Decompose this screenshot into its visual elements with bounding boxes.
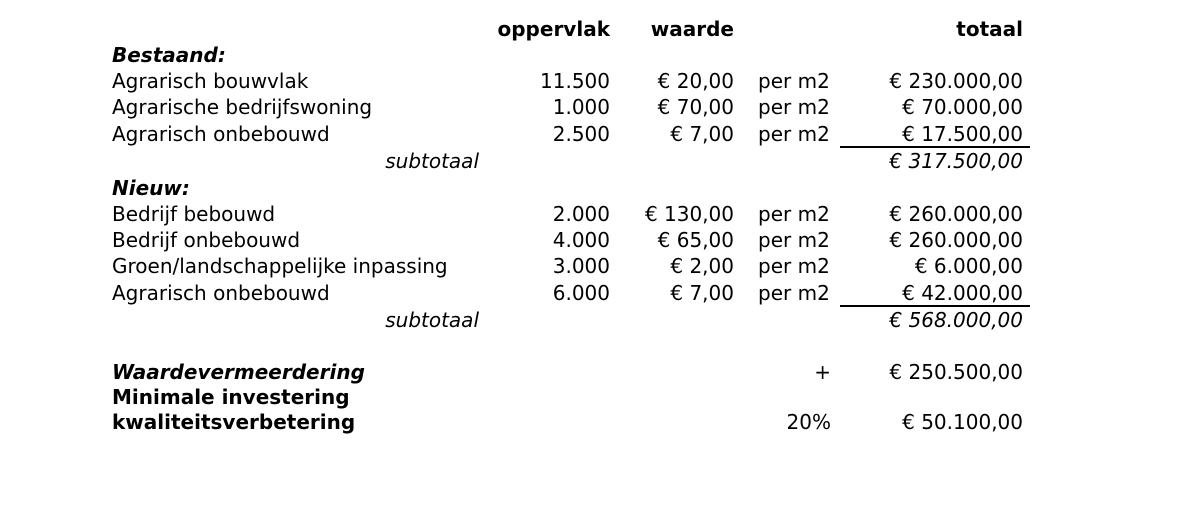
row-unit: per m2 <box>758 254 830 278</box>
section-title-new: Nieuw: <box>112 176 190 200</box>
investment-percentage: 20% <box>786 410 831 434</box>
row-unit: per m2 <box>758 281 830 305</box>
header-area: oppervlak <box>497 17 610 41</box>
row-value: € 70,00 <box>657 95 734 119</box>
row-value: € 7,00 <box>670 281 734 305</box>
row-value: € 7,00 <box>670 122 734 146</box>
row-area: 6.000 <box>552 281 610 305</box>
increase-sign: + <box>814 360 831 384</box>
subtotal-label: subtotaal <box>385 149 479 173</box>
row-area: 2.500 <box>552 122 610 146</box>
row-area: 11.500 <box>540 69 610 93</box>
row-total: € 42.000,00 <box>902 281 1023 305</box>
subtotal-value: € 568.000,00 <box>889 308 1023 332</box>
row-total: € 260.000,00 <box>889 202 1023 226</box>
row-label: Agrarische bedrijfswoning <box>112 95 373 119</box>
row-unit: per m2 <box>758 202 830 226</box>
row-unit: per m2 <box>758 228 830 252</box>
row-label: Agrarisch onbebouwd <box>112 122 330 146</box>
row-area: 1.000 <box>552 95 610 119</box>
subtotal-value: € 317.500,00 <box>889 149 1023 173</box>
header-value: waarde <box>650 17 734 41</box>
row-unit: per m2 <box>758 95 830 119</box>
increase-label: Waardevermeerdering <box>112 360 365 384</box>
row-area: 4.000 <box>552 228 610 252</box>
row-value: € 20,00 <box>657 69 734 93</box>
row-label: Groen/landschappelijke inpassing <box>112 254 448 278</box>
increase-total: € 250.500,00 <box>889 360 1023 384</box>
row-unit: per m2 <box>758 122 830 146</box>
row-label: Bedrijf bebouwd <box>112 202 276 226</box>
row-total: € 70.000,00 <box>902 95 1023 119</box>
row-total: € 17.500,00 <box>902 122 1023 146</box>
row-label: Bedrijf onbebouwd <box>112 228 301 252</box>
row-area: 3.000 <box>552 254 610 278</box>
row-area: 2.000 <box>552 202 610 226</box>
row-label: Agrarisch onbebouwd <box>112 281 330 305</box>
row-label: Agrarisch bouwvlak <box>112 69 309 93</box>
row-value: € 65,00 <box>657 228 734 252</box>
investment-label-line2: kwaliteitsverbetering <box>112 410 356 434</box>
row-value: € 130,00 <box>644 202 734 226</box>
row-total: € 230.000,00 <box>889 69 1023 93</box>
section-title-existing: Bestaand: <box>112 43 226 67</box>
row-unit: per m2 <box>758 69 830 93</box>
investment-total: € 50.100,00 <box>902 410 1023 434</box>
row-total: € 260.000,00 <box>889 228 1023 252</box>
row-value: € 2,00 <box>670 254 734 278</box>
investment-label-line1: Minimale investering <box>112 385 350 409</box>
subtotal-label: subtotaal <box>385 308 479 332</box>
row-total: € 6.000,00 <box>914 254 1023 278</box>
header-total: totaal <box>956 17 1023 41</box>
